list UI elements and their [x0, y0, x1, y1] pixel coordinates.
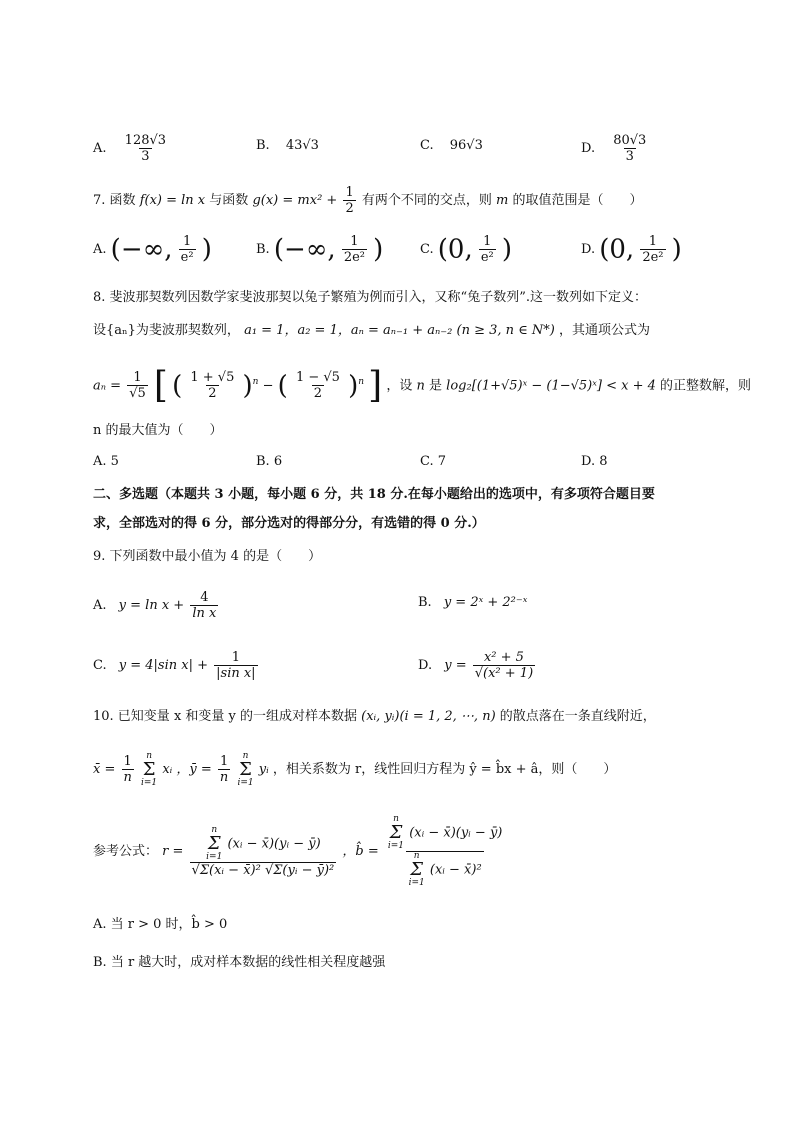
fraction: [611, 133, 648, 164]
numerator: 4: [200, 590, 209, 605]
q7-option-d[interactable]: [581, 234, 682, 265]
numerator: 80√3: [613, 133, 647, 148]
denominator: 2e²: [343, 250, 366, 265]
summation: [141, 752, 157, 788]
option-text: A. 5: [93, 454, 119, 469]
sum-lower: i=1: [141, 777, 158, 788]
denominator: e²: [180, 250, 194, 265]
q9-option-a[interactable]: [93, 590, 220, 621]
denominator: [406, 851, 484, 888]
option-label: B.: [418, 595, 432, 610]
math-expr: g(x) = mx² +: [252, 193, 338, 208]
stem-text: 设{aₙ}为斐波那契数列，: [93, 323, 240, 338]
math-expr: (xᵢ, yᵢ)(i = 1, 2, ⋯, n): [361, 709, 496, 724]
sum-lower: i=1: [408, 878, 425, 888]
sum-lower: i=1: [206, 851, 223, 862]
bracket-right: ]: [368, 364, 383, 406]
option-label: A.: [93, 598, 107, 613]
q7-option-b[interactable]: [256, 234, 383, 265]
math-expr: yᵢ: [258, 762, 269, 777]
q10-stem: [93, 707, 656, 727]
math-expr: y =: [444, 658, 467, 673]
denominator: n: [219, 770, 229, 785]
option-label: D.: [418, 658, 433, 673]
q9-stem: [93, 547, 321, 567]
numerator: 1: [231, 650, 240, 665]
q8-formula-line: [93, 360, 751, 408]
q9-option-d[interactable]: [418, 650, 537, 681]
q6-option-c[interactable]: [420, 136, 483, 156]
q10-reference-formula: [93, 815, 506, 888]
stem-text: 斐波那契数列因数学家斐波那契以兔子繁殖为例而引入，又称“兔子数列”.这一数列如下定义：: [109, 290, 647, 305]
section-heading-line2: [93, 514, 485, 534]
math-expr: y = 2ˣ + 2²⁻ˣ: [443, 595, 528, 610]
stem-text: ，相关系数为 r，线性回归方程为 ŷ = b̂x + â，则（ ）: [272, 762, 617, 777]
sum-upper: n: [146, 750, 152, 761]
stem-text: ，设: [386, 378, 413, 394]
math-expr: y = 4|sin x| +: [118, 658, 208, 673]
paren-right: ): [348, 370, 359, 401]
interval-right: ): [373, 234, 384, 265]
option-label: C.: [93, 658, 107, 673]
question-number: 7.: [93, 193, 106, 208]
sigma-symbol: Σ: [389, 822, 403, 843]
stem-text: 10. 已知变量 x 和变量 y 的一组成对样本数据: [93, 709, 358, 724]
math-expr: ，ȳ =: [176, 762, 212, 777]
option-label: A.: [93, 141, 107, 156]
sum-upper: n: [211, 824, 218, 835]
denominator: 2: [345, 201, 354, 216]
option-label: D.: [581, 141, 596, 156]
q9-option-b[interactable]: [418, 593, 527, 613]
option-text: B. 6: [256, 454, 283, 469]
interval-left: (−∞,: [273, 234, 336, 265]
denominator: n: [123, 770, 132, 785]
math-expr: f(x) = ln x: [139, 193, 206, 208]
stem-text: 函数: [109, 193, 136, 208]
numerator: 1: [345, 185, 354, 200]
section-heading-line1: [93, 485, 655, 505]
fraction: [473, 650, 535, 681]
fraction-b: [385, 815, 504, 888]
fraction: [179, 234, 196, 265]
exponent: n: [358, 377, 365, 387]
interval-right: ): [201, 234, 212, 265]
option-label: C.: [420, 242, 434, 257]
fraction: [640, 234, 665, 265]
interval-left: (0,: [599, 234, 635, 265]
stem-text: 是: [429, 378, 443, 394]
math-expr: a₁ = 1，a₂ = 1，aₙ = aₙ₋₁ + aₙ₋₂ (n ≥ 3, n ∈ N*): [244, 323, 555, 338]
stem-text: 有两个不同的交点，则: [361, 193, 492, 208]
fraction: [214, 650, 257, 681]
minus-sign: −: [262, 378, 274, 394]
q9-option-c[interactable]: [93, 650, 260, 681]
math-expr: y = ln x +: [118, 598, 185, 613]
numerator: 1: [219, 754, 229, 769]
q8-line4: [93, 421, 223, 441]
q7-option-c[interactable]: [420, 234, 512, 265]
numerator: 1: [133, 370, 142, 386]
numerator: 1: [123, 754, 132, 769]
bracket-left: [: [153, 364, 168, 406]
paren-left: (: [277, 370, 288, 401]
fraction: [343, 185, 355, 216]
q8-line1: [93, 288, 647, 308]
fraction: [294, 370, 342, 401]
paren-left: (: [172, 370, 183, 401]
option-text: A. 当 r > 0 时，b̂ > 0: [93, 917, 228, 932]
option-text: B. 当 r 越大时，成对样本数据的线性相关程度越强: [93, 955, 386, 970]
section-title: 二、多选题（本题共 3 小题，每小题 6 分，共 18 分.在每小题给出的选项中，有多项符合题目要: [93, 487, 655, 502]
summation: [388, 815, 404, 851]
option-label: D.: [581, 242, 596, 257]
q10-option-b[interactable]: [93, 953, 385, 973]
reference-label: 参考公式：: [93, 844, 159, 859]
stem-text: 与函数: [209, 193, 249, 208]
denominator: √5: [129, 386, 146, 402]
math-expr: log₂[(1+√5)ˣ − (1−√5)ˣ] < x + 4: [446, 378, 656, 394]
stem-text: 的散点落在一条直线附近，: [499, 709, 656, 724]
denominator-text: (xᵢ − x̄)²: [429, 862, 482, 878]
denominator: 2: [208, 386, 217, 402]
math-expr: r =: [162, 844, 184, 859]
numerator-text: (xᵢ − x̄)(yᵢ − ȳ): [227, 836, 321, 851]
q6-option-d[interactable]: [581, 133, 650, 164]
fraction: [479, 234, 496, 265]
stem-text: 的取值范围是（ ）: [512, 193, 643, 208]
summation: [237, 752, 253, 788]
math-expr: ，b̂ =: [342, 844, 379, 859]
summation: [206, 826, 222, 862]
summation: [409, 852, 425, 888]
q6-option-a[interactable]: [93, 133, 170, 164]
sum-upper: n: [242, 750, 249, 761]
q8-line2: [93, 321, 650, 341]
numerator: 1 + √5: [190, 370, 235, 386]
numerator: [203, 826, 322, 862]
stem-text: 9. 下列函数中最小值为 4 的是（ ）: [93, 549, 322, 564]
denominator: 3: [141, 149, 150, 164]
denominator: 3: [625, 149, 634, 164]
math-var: n: [416, 378, 425, 394]
q8-option-c[interactable]: [420, 452, 446, 472]
option-label: C.: [420, 138, 434, 153]
paren-right: ): [242, 370, 253, 401]
sigma-symbol: Σ: [410, 859, 424, 880]
q8-option-d[interactable]: [581, 452, 608, 472]
option-text: D. 8: [581, 454, 608, 469]
fraction-r: [190, 826, 337, 878]
q10-line2: [93, 750, 616, 790]
q10-option-a[interactable]: [93, 915, 227, 935]
numerator: 1: [182, 234, 192, 249]
option-text: 96√3: [449, 138, 483, 153]
denominator: ln x: [192, 606, 217, 621]
q6-option-b[interactable]: [256, 136, 319, 156]
numerator: 1 − √5: [295, 370, 340, 386]
section-title: 求，全部选对的得 6 分，部分选对的得部分分，有选错的得 0 分.）: [93, 516, 485, 531]
sigma-symbol: Σ: [142, 758, 156, 780]
sum-upper: n: [393, 814, 399, 824]
numerator: 128√3: [124, 133, 167, 148]
sum-lower: i=1: [387, 841, 405, 851]
q7-stem: [93, 185, 643, 216]
stem-text: ，其通项公式为: [558, 323, 650, 338]
fraction: [342, 234, 367, 265]
interval-right: ): [501, 234, 513, 265]
sum-lower: i=1: [237, 777, 254, 788]
option-label: A.: [93, 242, 107, 257]
sum-upper: n: [413, 851, 420, 861]
q7-option-a[interactable]: [93, 234, 212, 265]
denominator: |sin x|: [216, 666, 256, 681]
option-text: C. 7: [420, 454, 447, 469]
numerator: [385, 815, 504, 851]
math-expr: aₙ =: [93, 378, 122, 394]
numerator: 1: [483, 234, 492, 249]
question-number: 8.: [93, 290, 106, 305]
option-text: 43√3: [285, 138, 319, 153]
sigma-symbol: Σ: [239, 758, 252, 780]
sigma-symbol: Σ: [207, 832, 221, 854]
fraction: [218, 754, 230, 785]
stem-text: 的正整数解，则: [660, 378, 752, 394]
denominator: √Σ(xᵢ − x̄)² √Σ(yᵢ − ȳ)²: [191, 862, 335, 878]
stem-text: n 的最大值为（ ）: [93, 423, 223, 438]
interval-left: (−∞,: [110, 234, 173, 265]
interval-left: (0,: [437, 234, 473, 265]
denominator: √(x² + 1): [474, 666, 534, 681]
fraction: [123, 133, 168, 164]
interval-right: ): [671, 234, 682, 265]
denominator: e²: [480, 250, 494, 265]
numerator-text: (xᵢ − x̄)(yᵢ − ȳ): [409, 825, 503, 841]
fraction: [190, 590, 218, 621]
q8-option-b[interactable]: [256, 452, 282, 472]
denominator: 2: [313, 386, 323, 402]
math-expr: x̄ =: [93, 762, 116, 777]
numerator: 1: [648, 234, 658, 249]
numerator: x² + 5: [483, 650, 524, 665]
exponent: n: [252, 377, 259, 387]
math-expr: xᵢ: [162, 762, 173, 777]
option-label: B.: [256, 138, 270, 153]
option-label: B.: [256, 242, 270, 257]
numerator: 1: [350, 234, 359, 249]
fraction: [127, 370, 148, 401]
q8-option-a[interactable]: [93, 452, 119, 472]
fraction: [122, 754, 134, 785]
denominator: 2e²: [642, 250, 664, 265]
math-var: m: [496, 193, 509, 208]
fraction: [188, 370, 236, 401]
